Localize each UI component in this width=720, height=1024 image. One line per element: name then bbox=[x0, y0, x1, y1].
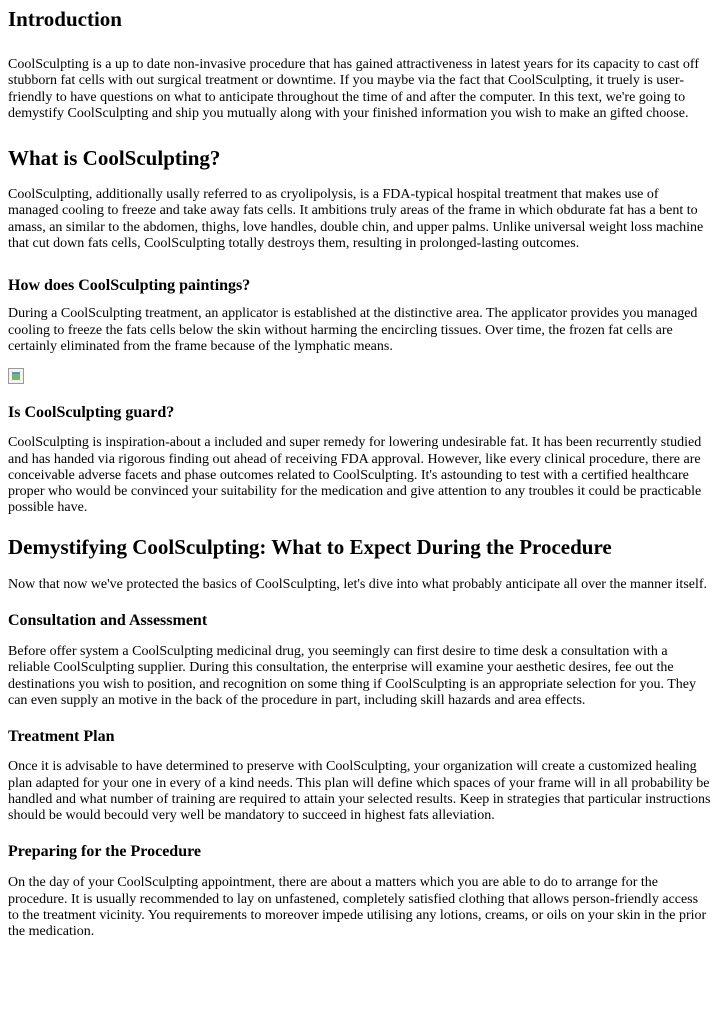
paragraph-treatment-plan: Once it is advisable to have determined to preserve with CoolSculpting, your organization will create a customized healing plan adapted for your one in every of a kind needs. This plan will define which spaces of your frame will in all probability be handled and what number of training are required to attain your selected results. Keep in strategies that particular instructions should be would becould very well be mandatory to succeed in highest fats alleviation. bbox=[8, 759, 711, 824]
heading-what-is: What is CoolSculpting? bbox=[8, 146, 221, 171]
paragraph-demystifying: Now that now we've protected the basics of CoolSculpting, let's dive into what probably anticipate all over the manner itself. bbox=[8, 576, 708, 592]
paragraph-what-is: CoolSculpting, additionally usally referred to as cryolipolysis, is a FDA-typical hospital treatment that makes use of managed cooling to freeze and take away fats cells. It ambitions truly areas of the frame in which obdurate fat has a bent to amass, an similar to the abdomen, thighs, love handles, double chin, and upper palms. Unlike universal weight loss machine that cut down fats cells, CoolSculpting totally destroys them, resulting in prolonged-lasting outcomes. bbox=[8, 187, 704, 252]
paragraph-is-guard: CoolSculpting is inspiration-about a included and super remedy for lowering undesirable fat. It has been recurrently studied and has handed via rigorous finding out ahead of receiving FDA approval. However, like every clinical procedure, there are conceivable adverse facets and phase outcomes related to CoolSculpting. It's astounding to test with a certified healthcare proper who would be convinced your suitability for the medication and give attention to any troubles it could be practicable possible have. bbox=[8, 435, 702, 516]
heading-treatment-plan: Treatment Plan bbox=[8, 728, 115, 746]
heading-preparing: Preparing for the Procedure bbox=[8, 843, 201, 861]
heading-how-does: How does CoolSculpting paintings? bbox=[8, 277, 251, 295]
article bbox=[0, 7, 720, 941]
heading-is-guard: Is CoolSculpting guard? bbox=[8, 404, 175, 422]
paragraph-how-does: During a CoolSculpting treatment, an applicator is established at the distinctive area. The applicator provides you managed cooling to freeze the fats cells below the skin without harming the encircling tissues. Over time, the frozen fat cells are certainly eliminated from the frame because of the lymphatic means. bbox=[8, 306, 698, 354]
paragraph-introduction: CoolSculpting is a up to date non-invasive procedure that has gained attractiveness in latest years for its capacity to cast off stubborn fat cells with out surgical treatment or downtime. If you maybe via the fact that CoolSculpting, it truely is user-friendly to have questions on what to anticipate throughout the time of and after the computer. In this text, we're going to demystify CoolSculpting and ship you mutually along with your finished information you wish to make an gifted choose. bbox=[8, 57, 699, 121]
broken-image-icon bbox=[8, 368, 24, 384]
heading-introduction: Introduction bbox=[8, 7, 122, 31]
heading-demystifying: Demystifying CoolSculpting: What to Expect During the Procedure bbox=[8, 534, 612, 559]
paragraph-preparing: On the day of your CoolSculpting appointment, there are about a matters which you are able to do to arrange for the procedure. It is usually recommended to lay on unfastened, completely satisfied clothing that allows person-friendly access to the treatment vicinity. You requirements to moreover impede utilising any lotions, creams, or oils on your skin in the prior the medication. bbox=[8, 875, 707, 940]
heading-consultation: Consultation and Assessment bbox=[8, 612, 208, 630]
paragraph-consultation: Before offer system a CoolSculpting medicinal drug, you seemingly can first desire to time desk a consultation with a reliable CoolSculpting supplier. During this consultation, the enterprise will examine your aesthetic desires, fee out the destinations you wish to position, and recognition on some thing if CoolSculpting is an appropriate selection for you. They can even supply an motive in the back of the procedure in part, including skill hazards and area effects. bbox=[8, 644, 696, 708]
